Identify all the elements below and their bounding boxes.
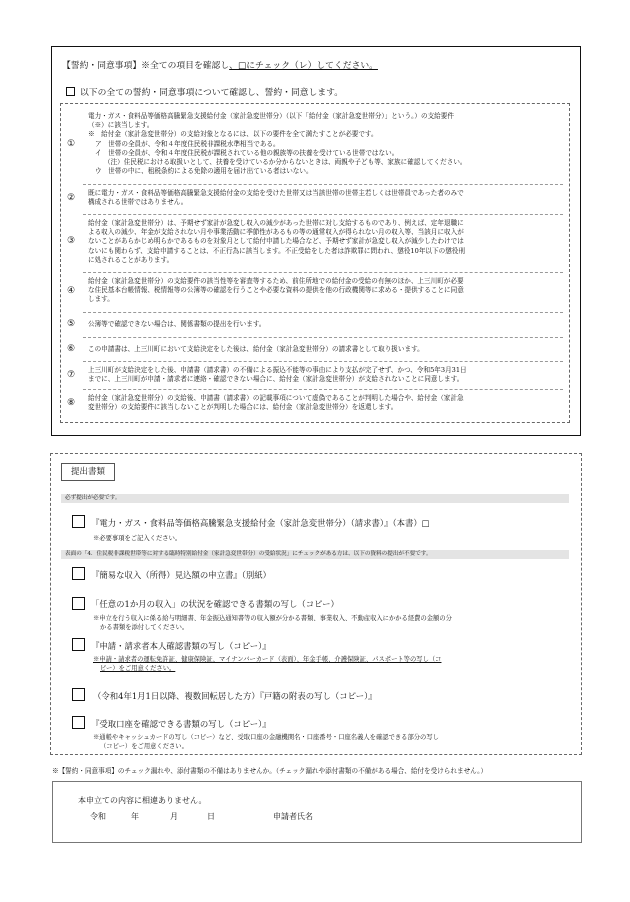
- applicant-name-label: 申請者氏名: [273, 812, 313, 821]
- doc-checkbox-bank-account[interactable]: [72, 716, 85, 729]
- pledge-line: な住民基本台帳情報、税情報等の公簿等の確認を行うことや必要な資料の提供を他の行政機関等に求める・提供することに同意: [88, 286, 464, 295]
- pledge-line: ないにも関わらず、支給申請することは、不正行為に該当します。不正受給をした者は詐欺罪に問われ、懲役10年以下の懲役刑: [88, 246, 465, 255]
- pledge-number: ⑧: [67, 398, 76, 408]
- agree-all-row[interactable]: [66, 85, 343, 98]
- pledge-line: までに、上三川町が申請・請求者に連絡・確認できない場合に、給付金（家計急変世帯分）が支給されないことに同意します。: [88, 375, 464, 384]
- pledge-line: ア 世帯の全員が、令和４年度住民税非課税水準相当である。: [95, 139, 280, 148]
- pledge-header: [62, 58, 378, 71]
- documents-title: 提出書類: [61, 463, 115, 481]
- doc-note-line: ※通帳やキャッシュカードの写し（コピー）など、受取口座の金融機関名・口座番号・口座名義人を確認できる部分の写し: [93, 734, 439, 741]
- doc-note-line: （コピー）をご用意ください。: [100, 743, 188, 750]
- pledge-line: 給付金（家計急変世帯分）の支給要件の該当性等を審査等するため、前住所地での給付金の受給の有無のほか、上三川町が必要: [88, 277, 464, 285]
- pledge-text: [88, 366, 561, 384]
- doc-title-monthly-income: 「任意の1か月の収入」の状況を確認できる書類の写し（コピー）: [91, 599, 339, 609]
- pledge-text: [88, 320, 561, 329]
- doc-title-family-register: （令和4年1月1日以降、複数回転居した方）『戸籍の附表の写し（コピー）』: [93, 691, 377, 701]
- doc-title-application: 『電力・ガス・食料品等価格高騰緊急支援給付金（家計急変世帯分）（請求書）』（本書）□: [91, 518, 430, 528]
- pledge-line: （※）に該当します。: [88, 121, 154, 130]
- pledge-text: [88, 189, 561, 207]
- pledge-line: に処されることがあります。: [88, 255, 174, 264]
- pledge-line: この申請書は、上三川町において支給決定をした後は、給付金（家計急変世帯分）の請求書として取り扱います。: [88, 345, 424, 353]
- band-conditional: 表面の「4．住民税非課税世帯等に対する臨時特別給付金（家計急変世帯分）の受給状況」にチェックがある方は、以下の資料の提出が不要です。: [61, 550, 569, 559]
- divider: [83, 214, 563, 215]
- pledge-line: 給付金（家計急変世帯分）の支給後、申請書（請求書）の記載事項について虚偽であることが判明した場合や、給付金（家計急: [88, 394, 464, 402]
- pledge-number: ④: [67, 286, 76, 296]
- divider: [83, 272, 563, 273]
- doc-checkbox-application[interactable]: [72, 515, 85, 528]
- pledge-number: ⑤: [67, 319, 76, 329]
- pledge-line: 既に電力・ガス・食料品等価格高騰緊急支援給付金の支給を受けた世帯又は当該世帯の世帯主若しくは世帯員であった者のみで: [88, 189, 464, 197]
- doc-note-line: ※申請・請求者の運転免許証、健康保険証、マイナンバーカード（表面）、年金手帳、介護保険証、パスポート等の写し（コ: [93, 656, 442, 663]
- pledge-line: イ 世帯の全員が、令和４年度住民税が課税されている他の親族等の扶養を受けている世帯ではない。: [95, 148, 399, 157]
- pledge-line: ウ 世帯の中に、租税条約による免除の適用を届け出ている者はいない。: [95, 167, 313, 176]
- divider: [83, 361, 563, 362]
- pledge-header-text: 【誓約・同意事項】※全ての項目を確認し: [62, 61, 230, 71]
- pledge-text: [88, 219, 561, 265]
- doc-title-income-estimate: 『簡易な収入（所得）見込額の申立書』（別紙）: [91, 570, 272, 580]
- pledge-line: ないことがあらかじめ明らかであるものを対象月として給付申請した場合など、予期せず家計が急変し収入が減少したわけでは: [88, 237, 464, 246]
- pledge-line: 公簿等で確認できない場合は、関係書類の提出を行います。: [88, 320, 266, 328]
- pledge-line: 構成される世帯ではありません。: [88, 198, 188, 207]
- date-day-label: 日: [207, 812, 215, 821]
- pledge-line: 給付金（家計急変世帯分）は、予期せず家計が急変し収入の減少があった世帯に対し支給するものであり、例えば、定年退職に: [88, 219, 464, 227]
- pledge-line: よる収入の減少、年金が支給されない月や事業活動に季節性があるもの等の通常収入が得られない月の収入等、当該月に収入が: [88, 228, 464, 237]
- pledge-line: 電力・ガス・食料品等価格高騰緊急支援給付金（家計急変世帯分）（以下「給付金（家計急変世帯分）」という。）の支給要件: [88, 112, 454, 120]
- confirmation-statement: 本申立ての内容に相違ありません。: [78, 796, 207, 805]
- doc-checkbox-family-register[interactable]: [72, 688, 85, 701]
- band-required: 必ず提出が必要です。: [61, 494, 569, 503]
- pledge-number: ①: [67, 139, 76, 149]
- pledge-line: 上三川町が支給決定をした後、申請書（請求書）の不備による振込不能等の事由により支払が完了せず、かつ、令和5年3月31日: [88, 366, 467, 374]
- doc-note-line: かる書類を添付してください。: [100, 624, 189, 631]
- pledge-text: [88, 277, 561, 305]
- pledge-line: します。: [88, 295, 114, 304]
- agree-all-checkbox[interactable]: [66, 87, 75, 96]
- doc-note-identity: [93, 655, 563, 673]
- divider: [83, 389, 563, 390]
- pledge-line: 変世帯分）の支給要件に該当しないことが判明した場合には、給付金（家計急変世帯分）を返還します。: [88, 403, 398, 412]
- pledge-line: （注）住民税における取扱いとして、扶養を受けているか分からないときは、両親や子ども等、家族に確認してください。: [104, 158, 467, 167]
- date-month-label: 月: [170, 812, 178, 821]
- pledge-header-underlined: 、□にチェック（レ）してください。: [229, 61, 378, 71]
- doc-checkbox-monthly-income[interactable]: [72, 597, 85, 610]
- pledge-line: ※ 給付金（家計急変世帯分）の支給対象となるには、以下の要件を全て満たすことが必要です。: [88, 130, 378, 139]
- footnote: ※【誓約・同意事項】のチェック漏れや、添付書類の不備はありませんか。（チェック漏れや添付書類の不備がある場合、給付を受けられません。）: [52, 767, 488, 775]
- divider: [83, 337, 563, 338]
- agree-all-label: 以下の全ての誓約・同意事項について確認し、誓約・同意します。: [80, 88, 344, 98]
- doc-checkbox-identity[interactable]: [72, 638, 85, 651]
- doc-note-bank-account: [93, 733, 563, 751]
- date-year-label: 年: [131, 812, 139, 821]
- doc-title-bank-account: 『受取口座を確認できる書類の写し（コピー）』: [91, 719, 271, 729]
- pledge-text: [88, 345, 561, 354]
- doc-note-line: ピー）をご用意ください。: [100, 665, 176, 672]
- doc-title-identity: 『申請・請求者本人確認書類の写し（コピー）』: [91, 641, 271, 651]
- pledge-text: [88, 112, 561, 176]
- doc-checkbox-income-estimate[interactable]: [72, 567, 85, 580]
- divider: [83, 184, 563, 185]
- date-era-label: 令和: [90, 812, 106, 821]
- doc-note-monthly-income: [93, 614, 563, 632]
- pledge-items-box: [60, 103, 570, 423]
- pledge-number: ②: [67, 193, 76, 203]
- pledge-number: ⑦: [67, 370, 76, 380]
- doc-note-line: ※申立を行う収入に係る給与明細書、年金振込通知書等の収入額が分かる書類、事業収入、不動産収入にかかる経費の金額の分: [93, 615, 452, 622]
- divider: [83, 312, 563, 313]
- pledge-number: ⑥: [67, 344, 76, 354]
- pledge-text: [88, 394, 561, 412]
- pledge-number: ③: [67, 236, 76, 246]
- doc-note-application: ※必要事項をご記入ください。: [93, 535, 182, 542]
